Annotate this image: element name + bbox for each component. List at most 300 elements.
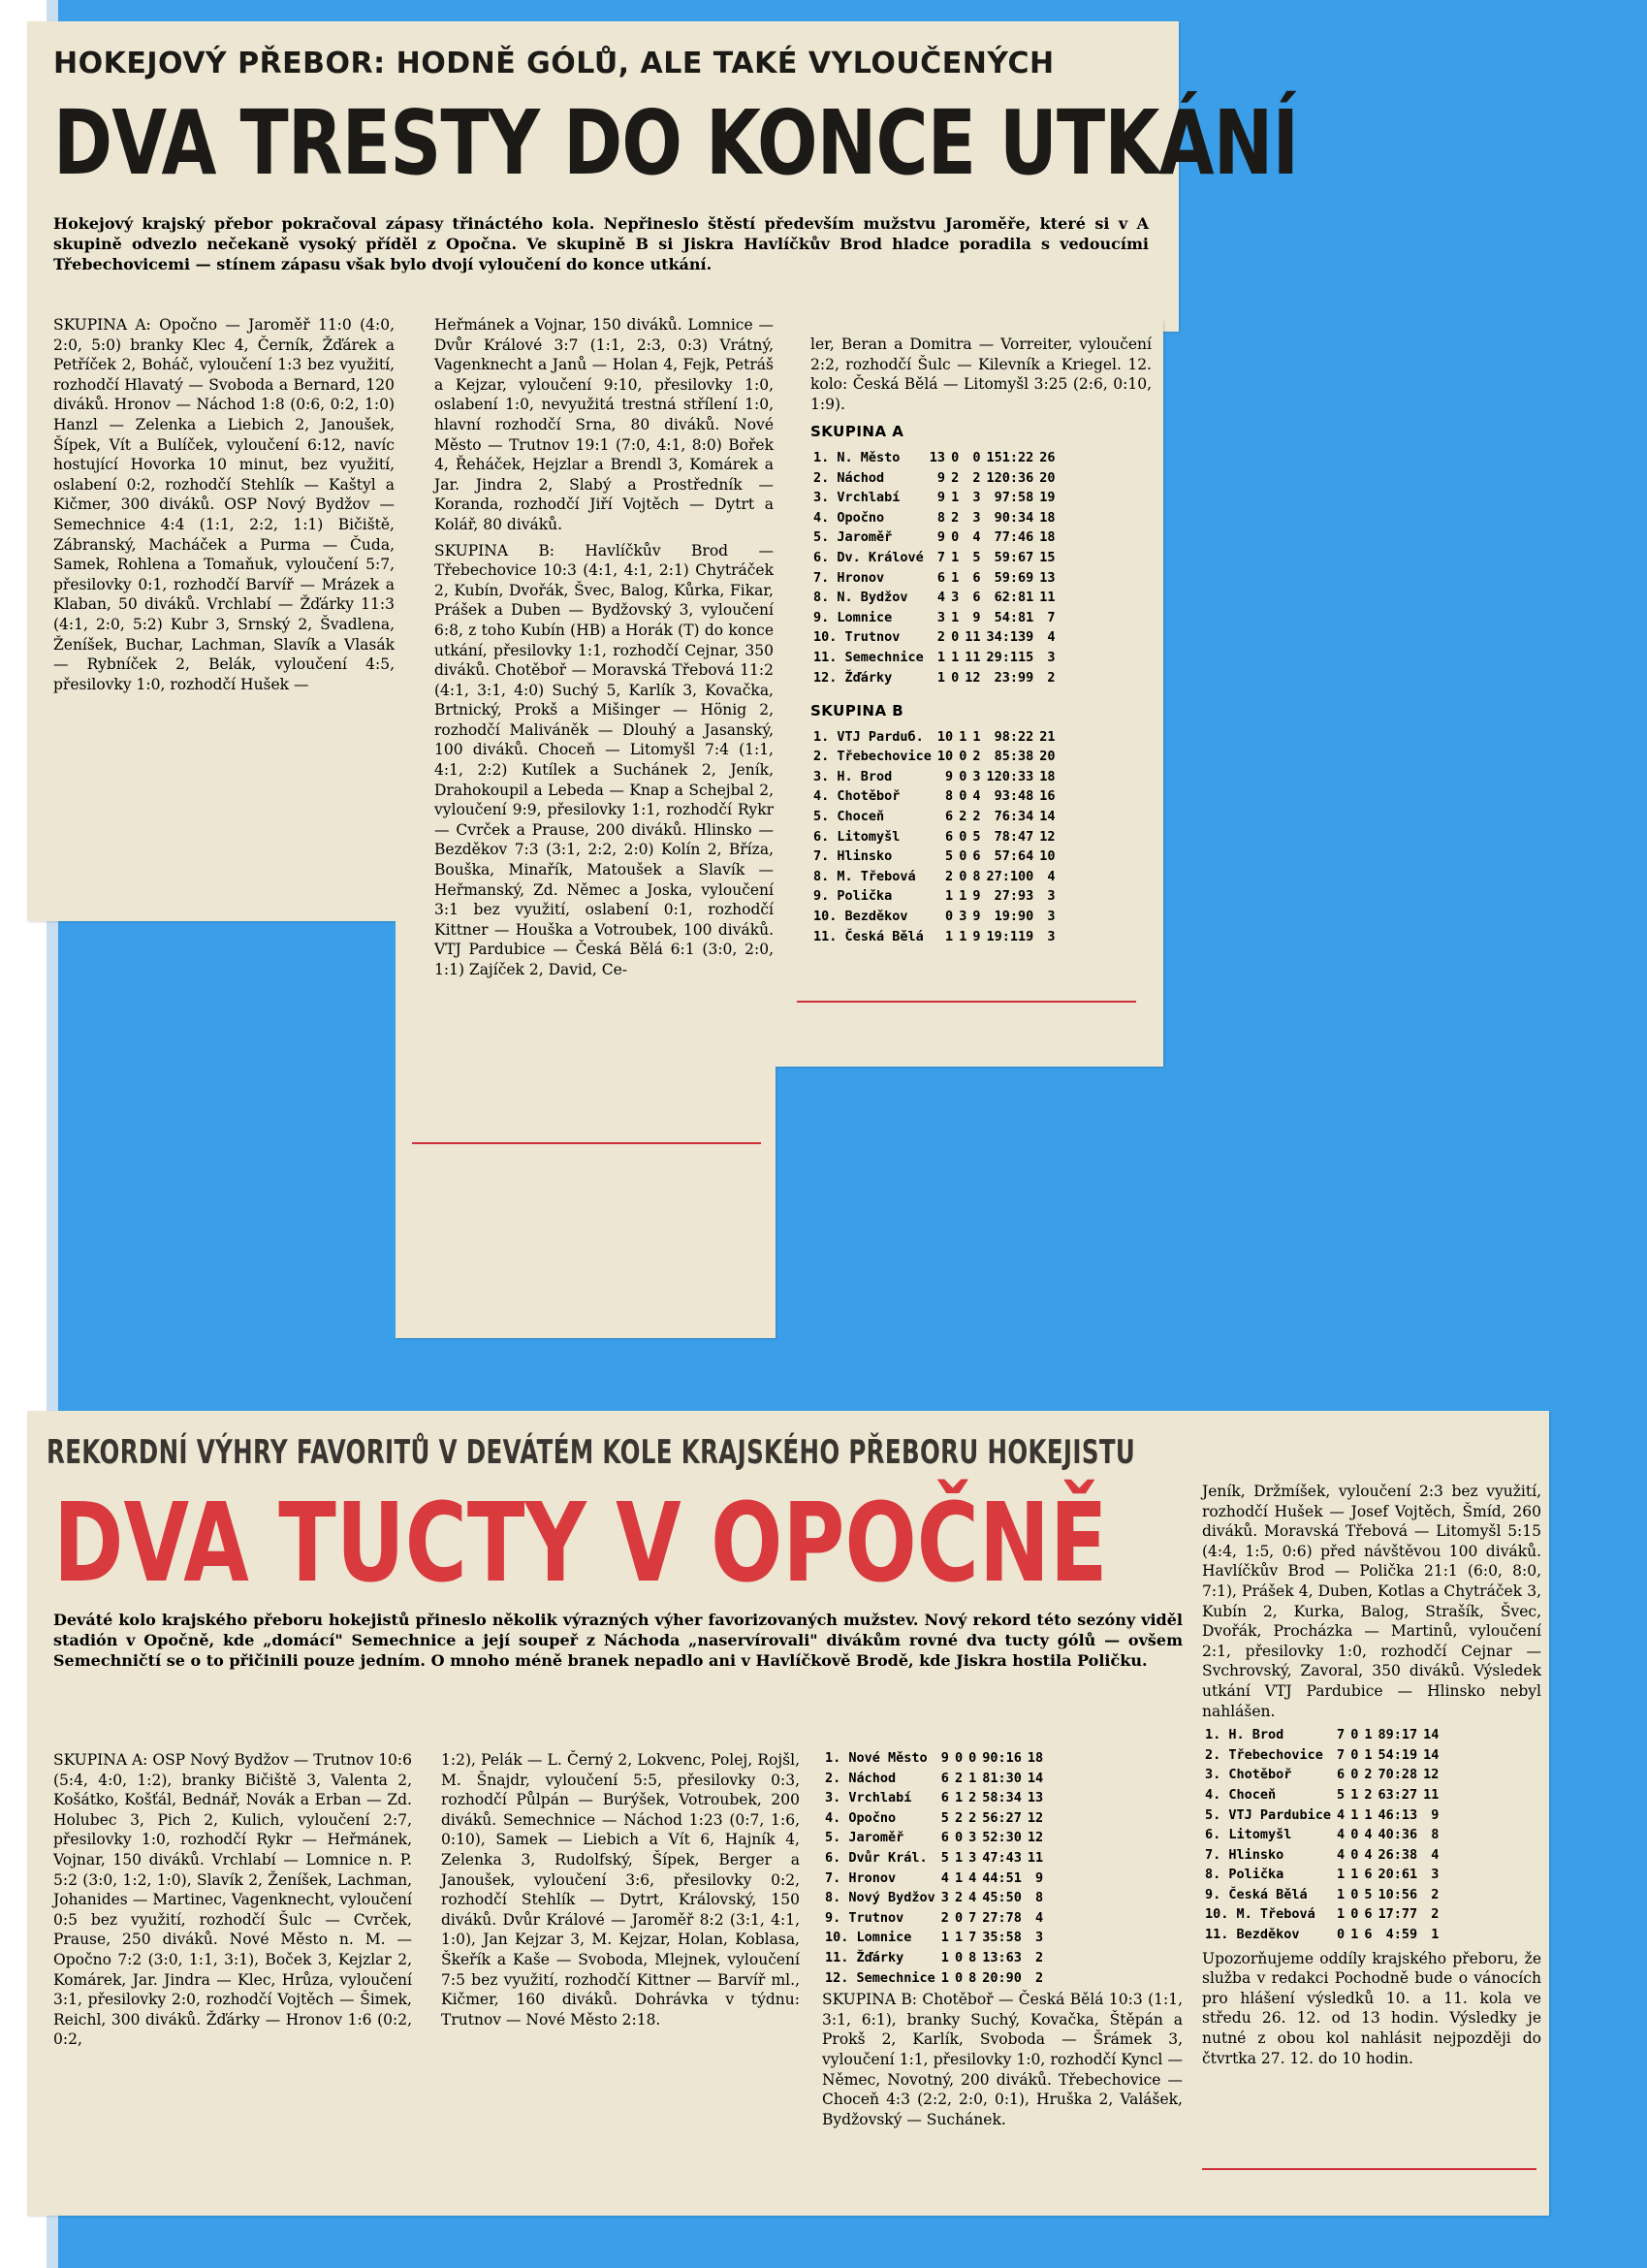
standings-row xyxy=(822,1788,1046,1808)
standings-value: 2 xyxy=(968,1809,977,1826)
article1-groupB-table xyxy=(810,727,1059,947)
standings-row xyxy=(810,807,1059,827)
standings-value: 1 xyxy=(1350,1867,1359,1883)
standings-value: 8 xyxy=(1034,1890,1044,1906)
standings-value: 4 xyxy=(968,1890,977,1906)
standings-value: 1 xyxy=(940,1930,949,1946)
team-name: 1. VTJ Parduб. xyxy=(813,728,924,745)
standings-row xyxy=(1202,1925,1441,1945)
standings-value: 120:36 xyxy=(986,469,1034,486)
standings-value: 0 xyxy=(945,909,954,925)
article2-note: Upozorňujeme oddíly krajského přeboru, že služba v redakci Pochodně bude o vánocích pro hlášení výsledků 10. a 11. kola ve středu 26. 12. od 13 hodin. Výsledky je nutné z obou kol nahlásit nejpozději do čtvrtka 27. 12. do 10 hodin. xyxy=(1202,1949,1541,2067)
standings-value: 1 xyxy=(936,649,946,665)
standings-value: 8 xyxy=(1431,1827,1440,1843)
standings-value: 1 xyxy=(972,728,981,745)
standings-row xyxy=(822,1748,1046,1769)
standings-row xyxy=(1202,1865,1441,1885)
standings-value: 4 xyxy=(1364,1827,1373,1843)
article2-column-2 xyxy=(441,1750,800,2029)
standings-value: 20:90 xyxy=(982,1969,1022,1986)
standings-row xyxy=(810,867,1059,887)
standings-value: 2 xyxy=(1431,1906,1440,1923)
standings-value: 0 xyxy=(954,1949,964,1965)
standings-row xyxy=(810,727,1059,748)
standings-value: 0 xyxy=(1350,1886,1359,1902)
standings-value: 4 xyxy=(940,1869,949,1886)
standings-value: 98:22 xyxy=(994,728,1034,745)
standings-value: 0 xyxy=(972,449,981,465)
standings-row xyxy=(810,786,1059,807)
standings-value: 11 xyxy=(1027,1849,1044,1866)
standings-value: 5 xyxy=(1337,1786,1346,1803)
standings-row xyxy=(810,907,1059,927)
standings-value: 11 xyxy=(965,629,981,646)
article1-groupA-title: SKUPINA A xyxy=(810,423,904,441)
standings-value: 0 xyxy=(959,848,967,865)
standings-value: 6 xyxy=(945,828,954,845)
standings-value: 20 xyxy=(1039,749,1056,765)
team-name: 2. Náchod xyxy=(813,469,885,486)
article2-column-1 xyxy=(53,1750,412,2050)
standings-value: 0 xyxy=(951,529,960,546)
standings-value: 47:43 xyxy=(982,1849,1022,1866)
standings-value: 5 xyxy=(940,1849,949,1866)
article1-headline: DVA TRESTY DO KONCE UTKÁNÍ xyxy=(53,91,1299,195)
standings-row xyxy=(822,1948,1046,1968)
standings-value: 27:78 xyxy=(982,1909,1022,1926)
standings-row xyxy=(810,568,1059,589)
team-name: 11. Bezděkov xyxy=(1205,1927,1300,1943)
team-name: 3. Vrchlabí xyxy=(813,490,901,506)
standings-value: 13 xyxy=(929,449,946,465)
team-name: 1. H. Brod xyxy=(1205,1727,1284,1743)
standings-value: 76:34 xyxy=(994,809,1034,825)
team-name: 10. M. Třebová xyxy=(1205,1906,1315,1923)
team-name: 7. Hlinsko xyxy=(813,848,893,865)
standings-value: 10:56 xyxy=(1378,1886,1418,1902)
standings-value: 34:139 xyxy=(986,629,1034,646)
article1-column-2-text: Heřmánek a Vojnar, 150 diváků. Lomnice — Dvůr Králové 3:7 (1:1, 2:3, 0:3) Vrátný, Vagenknecht a Janů — Holan 4, Fejk, Petráš a Kejzar, vyloučení 9:10, přesilovky 1:0, oslabení 1:0, nevyužitá trestná střílení 1:0, hlavní rozhodčí Srna, 80 diváků. Nové Město — Trutnov 19:1 (7:0, 4:1, 8:0) Bořek 4, Řeháček, Hejzlar a Brendl 3, Komárek a Jar. Jindra 2, Slabý a Prostředník — Koranda, rozhodčí Jiří Vojtěch — Dytrt a Kolář, 80 diváků. xyxy=(434,316,774,533)
standings-value: 29:115 xyxy=(986,649,1034,665)
standings-value: 90:16 xyxy=(982,1750,1022,1766)
standings-row xyxy=(810,648,1059,668)
underline-hlinsko-bezdekov xyxy=(412,1142,761,1144)
team-name: 10. Trutnov xyxy=(813,629,901,646)
standings-value: 9 xyxy=(972,888,981,905)
team-name: 6. Dv. Králové xyxy=(813,549,924,565)
standings-value: 4:59 xyxy=(1385,1927,1418,1943)
standings-value: 12 xyxy=(965,669,981,686)
standings-value: 3 xyxy=(1047,909,1056,925)
standings-value: 151:22 xyxy=(986,449,1034,465)
standings-value: 89:17 xyxy=(1378,1727,1418,1743)
standings-value: 9 xyxy=(936,469,946,486)
team-name: 11. Česká Bělá xyxy=(813,928,924,944)
standings-value: 4 xyxy=(972,529,981,546)
team-name: 9. Polička xyxy=(813,888,893,905)
standings-value: 2 xyxy=(940,1909,949,1926)
standings-value: 6 xyxy=(945,809,954,825)
standings-row xyxy=(1202,1745,1441,1766)
standings-value: 4 xyxy=(972,788,981,805)
standings-value: 11 xyxy=(1039,590,1056,606)
standings-value: 1 xyxy=(1350,1786,1359,1803)
team-name: 6. Dvůr Král. xyxy=(825,1849,928,1866)
standings-value: 10 xyxy=(936,728,954,745)
article2-lead-text: Deváté kolo krajského přeboru hokejistů přineslo několik výrazných výher favorizovaných mužstev. Nový rekord této sezóny viděl stadión v Opočně, kde „domácí" Semechnice a její soupeř z Náchoda „naservírovali" divákům rovné dva tucty gólů — ovšem Semechničtí se o to přičinili pouze jedním. O mnoho méně branek nepadlo ani v Havlíčkově Brodě, kde Jiskra hostila Poličku. xyxy=(53,1611,1183,1670)
standings-value: 56:27 xyxy=(982,1809,1022,1826)
standings-value: 6 xyxy=(1364,1867,1373,1883)
article1-kicker: HOKEJOVÝ PŘEBOR: HODNĚ GÓLŮ, ALE TAKÉ VYLOUČENÝCH xyxy=(53,47,1055,80)
standings-value: 2 xyxy=(1364,1786,1373,1803)
standings-value: 13 xyxy=(1027,1790,1044,1806)
standings-value: 9 xyxy=(972,609,981,625)
standings-value: 0 xyxy=(954,1909,964,1926)
standings-value: 1 xyxy=(1431,1927,1440,1943)
team-name: 4. Chotěboř xyxy=(813,788,901,805)
standings-value: 6 xyxy=(972,590,981,606)
standings-row xyxy=(810,827,1059,847)
standings-row xyxy=(810,886,1059,907)
standings-value: 8 xyxy=(968,1949,977,1965)
standings-row xyxy=(810,588,1059,608)
standings-row xyxy=(1202,1845,1441,1866)
standings-value: 0 xyxy=(959,749,967,765)
standings-value: 11 xyxy=(1423,1786,1440,1803)
standings-value: 12 xyxy=(1039,828,1056,845)
standings-row xyxy=(822,1828,1046,1848)
standings-value: 1 xyxy=(959,728,967,745)
standings-value: 3 xyxy=(968,1849,977,1866)
article1-column-2 xyxy=(434,315,774,980)
standings-value: 70:28 xyxy=(1378,1767,1418,1783)
team-name: 2. Náchod xyxy=(825,1770,897,1786)
standings-value: 1 xyxy=(936,669,946,686)
standings-value: 45:50 xyxy=(982,1890,1022,1906)
standings-value: 26:38 xyxy=(1378,1846,1418,1863)
standings-value: 10 xyxy=(1039,848,1056,865)
standings-value: 6 xyxy=(1364,1906,1373,1923)
standings-value: 9 xyxy=(972,928,981,944)
standings-row xyxy=(1202,1885,1441,1905)
team-name: 9. Lomnice xyxy=(813,609,893,625)
article1-lead xyxy=(53,213,1149,274)
standings-row xyxy=(810,448,1059,468)
team-name: 9. Česká Bělá xyxy=(1205,1886,1308,1902)
team-name: 6. Litomyšl xyxy=(813,828,901,845)
standings-value: 7 xyxy=(1337,1727,1346,1743)
team-name: 12. Semechnice xyxy=(825,1969,935,1986)
standings-value: 0 xyxy=(959,768,967,784)
standings-value: 8 xyxy=(936,509,946,526)
standings-value: 0 xyxy=(968,1750,977,1766)
standings-value: 1 xyxy=(954,1790,964,1806)
standings-value: 1 xyxy=(945,928,954,944)
standings-value: 0 xyxy=(959,868,967,884)
standings-value: 1 xyxy=(1364,1727,1373,1743)
standings-value: 6 xyxy=(940,1770,949,1786)
article1-lead-text: Hokejový krajský přebor pokračoval zápasy třináctého kola. Nepřineslo štěstí především mužstvu Jaroměře, které si v A skupině odvezlo nečekaně vysoký příděl z Opočna. Ve skupině B si Jiskra Havlíčkův Brod hladce poradila s vedoucími Třebechovicemi — stínem zápasu však bylo dvojí vyloučení do konce utkání. xyxy=(53,214,1149,273)
standings-value: 9 xyxy=(936,529,946,546)
standings-value: 1 xyxy=(959,888,967,905)
standings-value: 0 xyxy=(1350,1846,1359,1863)
standings-value: 120:33 xyxy=(986,768,1034,784)
standings-value: 18 xyxy=(1027,1750,1044,1766)
standings-row xyxy=(810,668,1059,688)
standings-value: 1 xyxy=(954,1930,964,1946)
standings-value: 90:34 xyxy=(994,509,1034,526)
team-name: 5. Jaroměř xyxy=(813,529,893,546)
article2-column-3-text: SKUPINA B: Chotěboř — Česká Bělá 10:3 (1:1, 3:1, 6:1), branky Suchý, Kovačka, Štěpán a Prokš 2, Karlík, Svoboda — Šrámek 3, vyloučení 1:1, přesilovky 1:0, rozhodčí Kyncl — Němec, Novotný, 200 diváků. Třebechovice — Choceň 4:3 (2:2, 2:0, 0:1), Hruška 2, Valášek, Bydžovský — Suchánek. xyxy=(822,1991,1183,2128)
standings-value: 3 xyxy=(968,1830,977,1846)
standings-value: 0 xyxy=(951,629,960,646)
standings-row xyxy=(810,548,1059,568)
standings-row xyxy=(822,1869,1046,1889)
standings-value: 1 xyxy=(1350,1927,1359,1943)
standings-value: 14 xyxy=(1027,1770,1044,1786)
standings-value: 2 xyxy=(972,749,981,765)
standings-value: 4 xyxy=(936,590,946,606)
team-name: 7. Hronov xyxy=(825,1869,897,1886)
team-name: 2. Třebechovice xyxy=(1205,1746,1323,1763)
standings-value: 4 xyxy=(1337,1806,1346,1823)
standings-value: 9 xyxy=(972,909,981,925)
standings-value: 0 xyxy=(1350,1906,1359,1923)
standings-value: 18 xyxy=(1039,768,1056,784)
standings-row xyxy=(810,927,1059,947)
standings-value: 63:27 xyxy=(1378,1786,1418,1803)
article2-groupA-table xyxy=(822,1748,1046,1988)
standings-row xyxy=(810,767,1059,787)
standings-value: 0 xyxy=(959,788,967,805)
standings-row xyxy=(1202,1904,1441,1925)
team-name: 8. M. Třebová xyxy=(813,868,916,884)
standings-value: 1 xyxy=(954,1869,964,1886)
standings-value: 1 xyxy=(940,1949,949,1965)
standings-row xyxy=(822,1908,1046,1929)
standings-value: 7 xyxy=(968,1909,977,1926)
standings-value: 6 xyxy=(940,1790,949,1806)
standings-value: 2 xyxy=(1431,1886,1440,1902)
standings-row xyxy=(1202,1825,1441,1845)
standings-value: 7 xyxy=(968,1930,977,1946)
standings-value: 93:48 xyxy=(994,788,1034,805)
standings-value: 46:13 xyxy=(1378,1806,1418,1823)
team-name: 10. Lomnice xyxy=(825,1930,912,1946)
standings-value: 0 xyxy=(954,1969,964,1986)
standings-row xyxy=(810,747,1059,767)
standings-value: 3 xyxy=(1047,888,1056,905)
standings-value: 13:63 xyxy=(982,1949,1022,1965)
standings-value: 13 xyxy=(1039,569,1056,586)
standings-row xyxy=(1202,1805,1441,1826)
standings-value: 4 xyxy=(1364,1846,1373,1863)
standings-value: 58:34 xyxy=(982,1790,1022,1806)
standings-value: 9 xyxy=(936,490,946,506)
standings-value: 0 xyxy=(1350,1727,1359,1743)
standings-value: 14 xyxy=(1039,809,1056,825)
standings-value: 0 xyxy=(951,449,960,465)
team-name: 12. Žďárky xyxy=(813,669,893,686)
standings-value: 2 xyxy=(1034,1949,1044,1965)
standings-value: 14 xyxy=(1423,1727,1440,1743)
article2-kicker: REKORDNÍ VÝHRY FAVORITŮ V DEVÁTÉM KOLE KRAJSKÉHO PŘEBORU HOKEJISTU xyxy=(47,1433,1136,1472)
article1-column-3 xyxy=(810,335,1152,946)
standings-value: 9 xyxy=(945,768,954,784)
standings-value: 3 xyxy=(1047,649,1056,665)
standings-value: 5 xyxy=(972,549,981,565)
standings-value: 6 xyxy=(940,1830,949,1846)
team-name: 11. Semechnice xyxy=(813,649,924,665)
standings-value: 1 xyxy=(1337,1867,1346,1883)
standings-value: 0 xyxy=(954,1830,964,1846)
standings-value: 2 xyxy=(1047,669,1056,686)
standings-value: 2 xyxy=(972,809,981,825)
team-name: 11. Žďárky xyxy=(825,1949,904,1965)
standings-value: 59:69 xyxy=(994,569,1034,586)
standings-value: 59:67 xyxy=(994,549,1034,565)
standings-value: 54:19 xyxy=(1378,1746,1418,1763)
standings-value: 1 xyxy=(1364,1746,1373,1763)
standings-value: 19:90 xyxy=(994,909,1034,925)
team-name: 3. Chotěboř xyxy=(1205,1767,1292,1783)
standings-value: 27:100 xyxy=(986,868,1034,884)
standings-row xyxy=(822,1928,1046,1948)
team-name: 5. VTJ Pardubice xyxy=(1205,1806,1332,1823)
standings-value: 3 xyxy=(1034,1930,1044,1946)
standings-value: 20 xyxy=(1039,469,1056,486)
standings-value: 57:64 xyxy=(994,848,1034,865)
article2-right-column-text: Jeník, Držmíšek, vyloučení 2:3 bez využití, rozhodčí Hušek — Josef Vojtěch, Šmíd, 260 diváků. Moravská Třebová — Litomyšl 5:15 (4:4, 1:5, 0:6) před návštěvou 100 diváků. Havlíčkův Brod — Polička 21:1 (6:0, 8:0, 7:1), Prášek 4, Duben, Kotlas a Chytráček 3, Kubín 2, Kurka, Balog, Strašík, Švec, Dvořák, Procházka — Martinů, vyloučení 2:1, přesilovky 1:0, rozhodčí Cejnar — Svchrovský, Zavoral, 350 diváků. Výsledek utkání VTJ Pardubice — Hlinsko nebyl nahlášen. xyxy=(1202,1483,1541,1720)
standings-value: 15 xyxy=(1039,549,1056,565)
article2-column-3 xyxy=(822,1748,1183,2129)
standings-value: 1 xyxy=(1337,1906,1346,1923)
standings-value: 12 xyxy=(1423,1767,1440,1783)
standings-value: 6 xyxy=(972,848,981,865)
standings-row xyxy=(822,1848,1046,1869)
standings-value: 4 xyxy=(1034,1909,1044,1926)
standings-row xyxy=(810,527,1059,548)
article1-groupB-title: SKUPINA B xyxy=(810,702,904,720)
standings-value: 18 xyxy=(1039,529,1056,546)
standings-row xyxy=(810,608,1059,628)
team-name: 3. H. Brod xyxy=(813,768,893,784)
team-name: 8. N. Bydžov xyxy=(813,590,908,606)
standings-value: 3 xyxy=(972,768,981,784)
standings-value: 1 xyxy=(1350,1806,1359,1823)
article2-groupB-table xyxy=(1202,1725,1441,1945)
article2-right-column xyxy=(1202,1482,1541,2068)
standings-row xyxy=(810,508,1059,528)
standings-value: 1 xyxy=(968,1770,977,1786)
standings-value: 77:46 xyxy=(994,529,1034,546)
standings-value: 3 xyxy=(1047,928,1056,944)
standings-value: 11 xyxy=(965,649,981,665)
standings-value: 4 xyxy=(1047,629,1056,646)
standings-value: 4 xyxy=(1047,868,1056,884)
standings-value: 6 xyxy=(1337,1767,1346,1783)
article1-column-2b-text: SKUPINA B: Havlíčkův Brod — Třebechovice 10:3 (4:1, 4:1, 2:1) Chytráček 2, Kubín, Dvořák, Švec, Balog, Kůrka, Fikar, Prášek a Duben — Bydžovský 3, vyloučení 6:8, z toho Kubín (HB) a Horák (T) do konce utkání, přesilovky 1:1, rozhodčí Cejnar, 350 diváků. Chotěboř — Moravská Třebová 11:2 (4:1, 3:1, 4:0) Suchý 5, Karlík 3, Kovačka, Brtnický, Prokš a Mišinger — Hönig 2, rozhodčí Maliváněk — Dlouhý a Jasanský, 100 diváků. Choceň — Litomyšl 7:4 (1:1, 4:1, 2:2) Kutílek a Suchánek 2, Jeník, Drahokoupil a Lebeda — Knap a Schejbal 2, vyloučení 9:9, přesilovky 1:1, rozhodčí Rykr — Cvrček a Prause, 200 diváků. Hlinsko — Bezděkov 7:3 (3:1, 2:2, 2:0) Kolín 2, Bříza, Bouška, Minařík, Matoušek a Slavík — Heřmanský, Zd. Němec a Joska, vyloučení 3:1 bez využití, oslabení 0:1, rozhodčí Kittner — Houška a Votroubek, 100 diváků. VTJ Pardubice — Česká Bělá 6:1 (3:0, 2:0, 1:1) Zajíček 2, David, Ce- xyxy=(434,541,774,978)
standings-value: 4 xyxy=(1337,1827,1346,1843)
standings-row xyxy=(1202,1765,1441,1785)
article1-column-1-text: SKUPINA A: Opočno — Jaroměř 11:0 (4:0, 2:0, 5:0) branky Klec 4, Černík, Žďárek a Petříček 2, Boháč, vyloučení 1:3 bez využití, rozhodčí Hlavatý — Svoboda a Bernard, 120 diváků. Hronov — Náchod 1:8 (0:6, 0:2, 1:0) Hanzl — Zelenka a Liebich 2, Janoušek, Šípek, Vít a Bulíček, vyloučení 6:12, navíc hostující Hovorka 10 minut, bez využití, oslabení 0:2, rozhodčí Stehlík — Kaštyl a Kičmer, 300 diváků. OSP Nový Bydžov — Semechnice 4:4 (1:1, 2:2, 1:1) Bičiště, Zábranský, Macháček a Purma — Čuda, Samek, Rohlena a Tomaňuk, vyloučení 5:7, přesilovky 0:1, rozhodčí Barvíř — Mrázek a Klaban, 50 diváků. Vrchlabí — Žďárky 11:3 (4:1, 2:0, 5:2) Kubr 3, Srnský 2, Švadlena, Ženíšek, Buchar, Lachman, Slavík a Vlasák — Rybníček 2, Belák, vyloučení 4:5, přesilovky 1:0, rozhodčí Hušek — xyxy=(53,316,395,693)
standings-value: 81:30 xyxy=(982,1770,1022,1786)
standings-value: 17:77 xyxy=(1378,1906,1418,1923)
standings-value: 0 xyxy=(1350,1746,1359,1763)
standings-value: 19 xyxy=(1039,490,1056,506)
standings-value: 2 xyxy=(954,1770,964,1786)
standings-value: 1 xyxy=(945,888,954,905)
standings-row xyxy=(822,1968,1046,1989)
standings-value: 1 xyxy=(954,1849,964,1866)
standings-value: 9 xyxy=(1431,1806,1440,1823)
standings-value: 8 xyxy=(972,868,981,884)
standings-value: 52:30 xyxy=(982,1830,1022,1846)
standings-value: 3 xyxy=(959,909,967,925)
article2-headline: DVA TUCTY V OPOČNĚ xyxy=(53,1481,1108,1607)
standings-row xyxy=(810,488,1059,508)
standings-value: 40:36 xyxy=(1378,1827,1418,1843)
standings-value: 12 xyxy=(1027,1830,1044,1846)
standings-value: 0 xyxy=(959,828,967,845)
standings-value: 35:58 xyxy=(982,1930,1022,1946)
standings-row xyxy=(822,1769,1046,1789)
standings-value: 10 xyxy=(936,749,954,765)
standings-value: 44:51 xyxy=(982,1869,1022,1886)
standings-value: 3 xyxy=(936,609,946,625)
standings-value: 2 xyxy=(1034,1969,1044,1986)
standings-value: 5 xyxy=(1364,1886,1373,1902)
standings-value: 1 xyxy=(951,649,960,665)
team-name: 7. Hlinsko xyxy=(1205,1846,1284,1863)
standings-value: 7 xyxy=(1337,1746,1346,1763)
standings-value: 3 xyxy=(972,490,981,506)
standings-value: 1 xyxy=(1364,1806,1373,1823)
standings-value: 14 xyxy=(1423,1746,1440,1763)
standings-value: 1 xyxy=(959,928,967,944)
standings-value: 2 xyxy=(972,469,981,486)
standings-value: 9 xyxy=(940,1750,949,1766)
standings-value: 8 xyxy=(945,788,954,805)
standings-row xyxy=(810,468,1059,489)
standings-value: 7 xyxy=(936,549,946,565)
team-name: 4. Choceň xyxy=(1205,1786,1277,1803)
standings-value: 19:119 xyxy=(986,928,1034,944)
standings-value: 27:93 xyxy=(994,888,1034,905)
standings-value: 97:58 xyxy=(994,490,1034,506)
standings-value: 2 xyxy=(954,1890,964,1906)
standings-value: 1 xyxy=(940,1969,949,1986)
standings-value: 21 xyxy=(1039,728,1056,745)
article1-column-3-text: ler, Beran a Domitra — Vorreiter, vyloučení 2:2, rozhodčí Šulc — Kilevník a Kriegel. 12. kolo: Česká Bělá — Litomyšl 3:25 (2:6, 0:10, 1:9). xyxy=(810,335,1152,413)
standings-value: 5 xyxy=(972,828,981,845)
team-name: 9. Trutnov xyxy=(825,1909,904,1926)
standings-value: 5 xyxy=(945,848,954,865)
team-name: 5. Choceň xyxy=(813,809,885,825)
standings-value: 3 xyxy=(940,1890,949,1906)
standings-value: 78:47 xyxy=(994,828,1034,845)
standings-value: 6 xyxy=(936,569,946,586)
standings-value: 2 xyxy=(951,509,960,526)
standings-value: 6 xyxy=(972,569,981,586)
team-name: 8. Polička xyxy=(1205,1867,1284,1883)
standings-value: 1 xyxy=(951,609,960,625)
article1-column-1 xyxy=(53,315,395,694)
team-name: 3. Vrchlabí xyxy=(825,1790,912,1806)
standings-value: 1 xyxy=(951,490,960,506)
team-name: 8. Nový Bydžov xyxy=(825,1890,935,1906)
team-name: 2. Třebechovice xyxy=(813,749,932,765)
